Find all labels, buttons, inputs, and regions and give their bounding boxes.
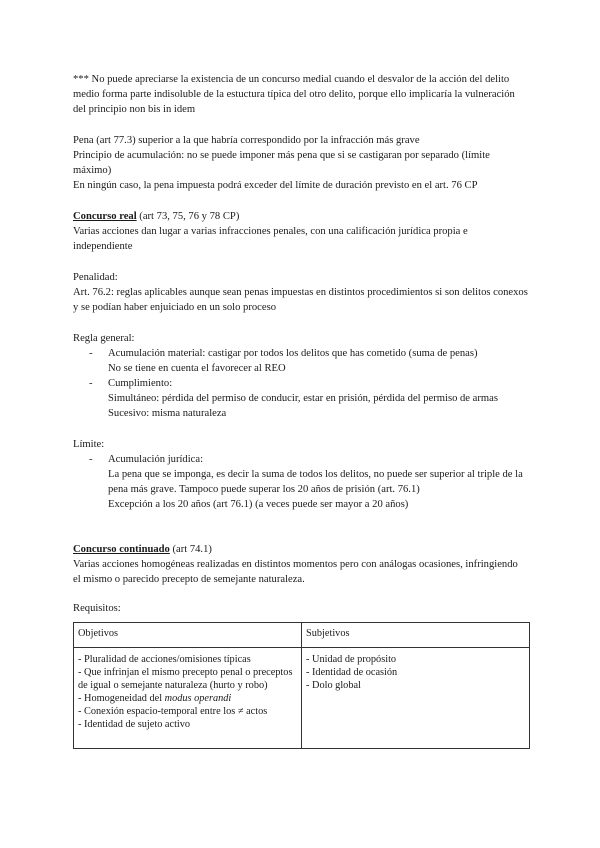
list-item: [73, 376, 528, 391]
pena-line-1: Pena (art 77.3) superior a la que habría correspondido por la infracción más grave: [73, 135, 420, 146]
modus-operandi-text: modus operandi: [164, 693, 232, 704]
penalidad-label: Penalidad:: [73, 272, 118, 283]
acumulacion-juridica: Acumulación jurídica:: [108, 454, 204, 465]
subjetivo-item: - Dolo global: [306, 680, 361, 691]
cumplimiento-simultaneo: Simultáneo: pérdida del permiso de conducir, estar en prisión, pérdida del permiso de armas: [108, 393, 498, 404]
table-row: [74, 648, 530, 749]
list-item: [73, 452, 528, 467]
dash-bullet: -: [89, 348, 93, 359]
header-subjetivos: Subjetivos: [302, 623, 530, 648]
concurso-continuado-heading: [73, 542, 528, 557]
penalidad-text: Art. 76.2: reglas aplicables aunque sean penas impuestas en distintos procedimientos si son delitos conexos y se podían haber enjuiciado en un solo proceso: [73, 287, 528, 313]
objetivo-item: - Conexión espacio-temporal entre los ≠ actos: [78, 706, 268, 717]
objetivo-item-homogeneidad: [78, 692, 297, 705]
subjetivo-item: - Unidad de propósito: [306, 654, 397, 665]
objetivo-item: - Que infrinjan el mismo precepto penal o preceptos de igual o semejante naturaleza (hurto y robo): [78, 667, 293, 691]
dash-bullet: -: [89, 454, 93, 465]
concurso-real-ref: (art 73, 75, 76 y 78 CP): [136, 211, 240, 222]
objetivo-text: - Homogeneidad del: [78, 693, 165, 704]
concurso-real-heading: [73, 209, 528, 224]
document-page: [73, 72, 528, 749]
acumulacion-material: Acumulación material: castigar por todos los delitos que has cometido (suma de penas): [108, 348, 478, 359]
dash-bullet: -: [89, 378, 93, 389]
limite-label: Límite:: [73, 439, 105, 450]
intro-note: *** No puede apreciarse la existencia de un concurso medial cuando el desvalor de la acción del delito medio forma parte indisoluble de la estuctura típica del otro delito, porque ello implicaría la vulneración del principio non bis in idem: [73, 74, 515, 115]
cell-subjetivos: [302, 648, 530, 749]
subjetivo-item: - Identidad de ocasión: [306, 667, 398, 678]
excepcion: Excepción a los 20 años (art 76.1) (a veces puede ser mayor a 20 años): [108, 499, 409, 510]
table-header-row: [74, 623, 530, 648]
requisitos-label: Requisitos:: [73, 603, 121, 614]
objetivo-item: - Pluralidad de acciones/omisiones típicas: [78, 654, 251, 665]
concurso-real-title: Concurso real: [73, 211, 137, 222]
regla-general-label: Regla general:: [73, 333, 135, 344]
concurso-continuado-desc: Varias acciones homogéneas realizadas en distintos momentos pero con análogas ocasiones, infringiendo el mismo o parecido precepto de semejante naturaleza.: [73, 559, 518, 585]
acumulacion-juridica-text: La pena que se imponga, es decir la suma de todos los delitos, no puede ser superior al triple de la pena más grave. Tampoco puede superar los 20 años de prisión (art. 76.1): [108, 469, 523, 495]
concurso-real-desc: Varias acciones dan lugar a varias infracciones penales, con una calificación jurídica propia e independiente: [73, 226, 468, 252]
concurso-continuado-ref: (art 74.1): [169, 544, 212, 555]
cell-objetivos: [74, 648, 302, 749]
pena-line-3: En ningún caso, la pena impuesta podrá exceder del límite de duración previsto en el art. 76 CP: [73, 180, 478, 191]
pena-line-2: Principio de acumulación: no se puede imponer más pena que si se castigaran por separado (límite máximo): [73, 150, 490, 176]
concurso-continuado-title: Concurso continuado: [73, 544, 170, 555]
header-objetivos: Objetivos: [74, 623, 302, 648]
cumplimiento: Cumplimiento:: [108, 378, 173, 389]
acumulacion-material-sub: No se tiene en cuenta el favorecer al REO: [108, 363, 286, 374]
list-item: [73, 346, 528, 361]
objetivo-item: - Identidad de sujeto activo: [78, 719, 191, 730]
requisitos-table: [73, 622, 530, 749]
cumplimiento-sucesivo: Sucesivo: misma naturaleza: [108, 408, 227, 419]
